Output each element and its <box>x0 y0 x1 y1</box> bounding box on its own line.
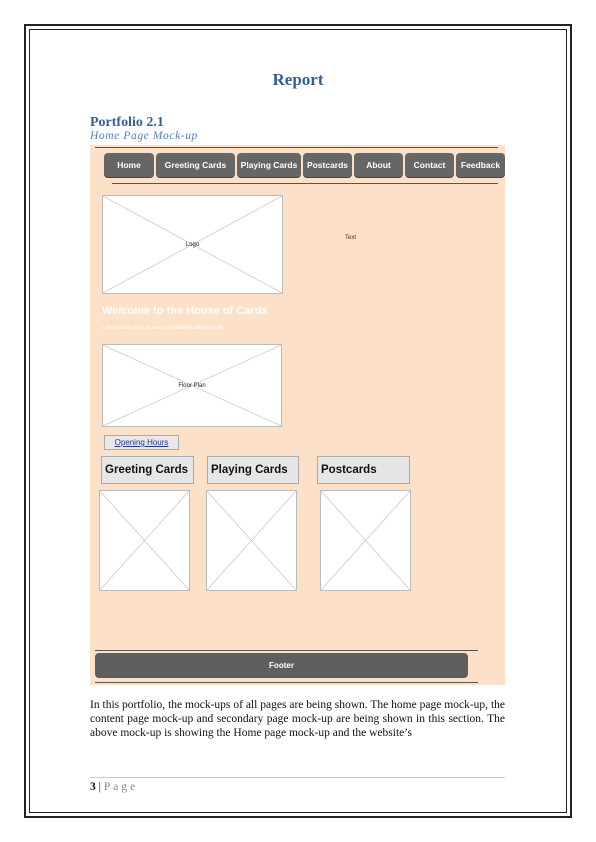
section-heading: Portfolio 2.1 <box>90 115 164 130</box>
page-number-line <box>90 781 138 793</box>
logo-placeholder <box>102 195 283 294</box>
category-greeting-cards[interactable]: Greeting Cards <box>101 456 194 484</box>
floor-plan-placeholder <box>102 344 282 427</box>
mock-nav-playing-cards[interactable]: Playing Cards <box>237 153 301 177</box>
placeholder-cross-icon <box>100 491 189 590</box>
playing-cards-image-placeholder <box>206 490 297 591</box>
placeholder-cross-icon <box>207 491 296 590</box>
mockup-footer-bottom-rule <box>95 682 478 683</box>
mock-nav-postcards[interactable]: Postcards <box>303 153 352 177</box>
footer-rule <box>90 777 505 778</box>
postcards-image-placeholder <box>320 490 411 591</box>
logo-label: Logo <box>185 241 200 248</box>
floor-plan-label: Floor Plan <box>178 382 206 389</box>
mock-nav-contact[interactable]: Contact <box>405 153 454 177</box>
mock-nav-home[interactable]: Home <box>104 153 154 177</box>
mock-nav-about[interactable]: About <box>354 153 403 177</box>
home-page-mockup <box>90 145 505 685</box>
category-playing-cards[interactable]: Playing Cards <box>207 456 299 484</box>
opening-hours-link[interactable]: Opening Hours <box>104 435 179 450</box>
body-paragraph: In this portfolio, the mock-ups of all pages are being shown. The home page mock-up, the content page mock-up and secondary page mock-up are being shown in this section. The above mock-up is showing the Home page mock-up and the website’s <box>90 699 505 739</box>
mock-nav-greeting-cards[interactable]: Greeting Cards <box>156 153 235 177</box>
mockup-footer-top-rule <box>95 650 478 651</box>
welcome-lorem: Lorem ipsum dolor sit amet, consectetur adipiscing elit <box>103 325 224 331</box>
mockup-nav-rule <box>112 183 498 184</box>
mock-nav-feedback[interactable]: Feedback <box>456 153 505 177</box>
page-label: Page <box>103 781 139 793</box>
page-separator: | <box>95 781 104 793</box>
placeholder-cross-icon <box>321 491 410 590</box>
figure-caption: Home Page Mock-up <box>90 130 198 142</box>
greeting-cards-image-placeholder <box>99 490 190 591</box>
category-postcards[interactable]: Postcards <box>317 456 410 484</box>
page-number: 3 <box>90 781 96 793</box>
mockup-top-rule <box>95 147 498 148</box>
welcome-heading: Welcome to the House of Cards <box>102 305 268 317</box>
text-placeholder: Text <box>345 235 357 241</box>
report-title: Report <box>272 70 324 89</box>
mock-footer: Footer <box>95 653 468 678</box>
